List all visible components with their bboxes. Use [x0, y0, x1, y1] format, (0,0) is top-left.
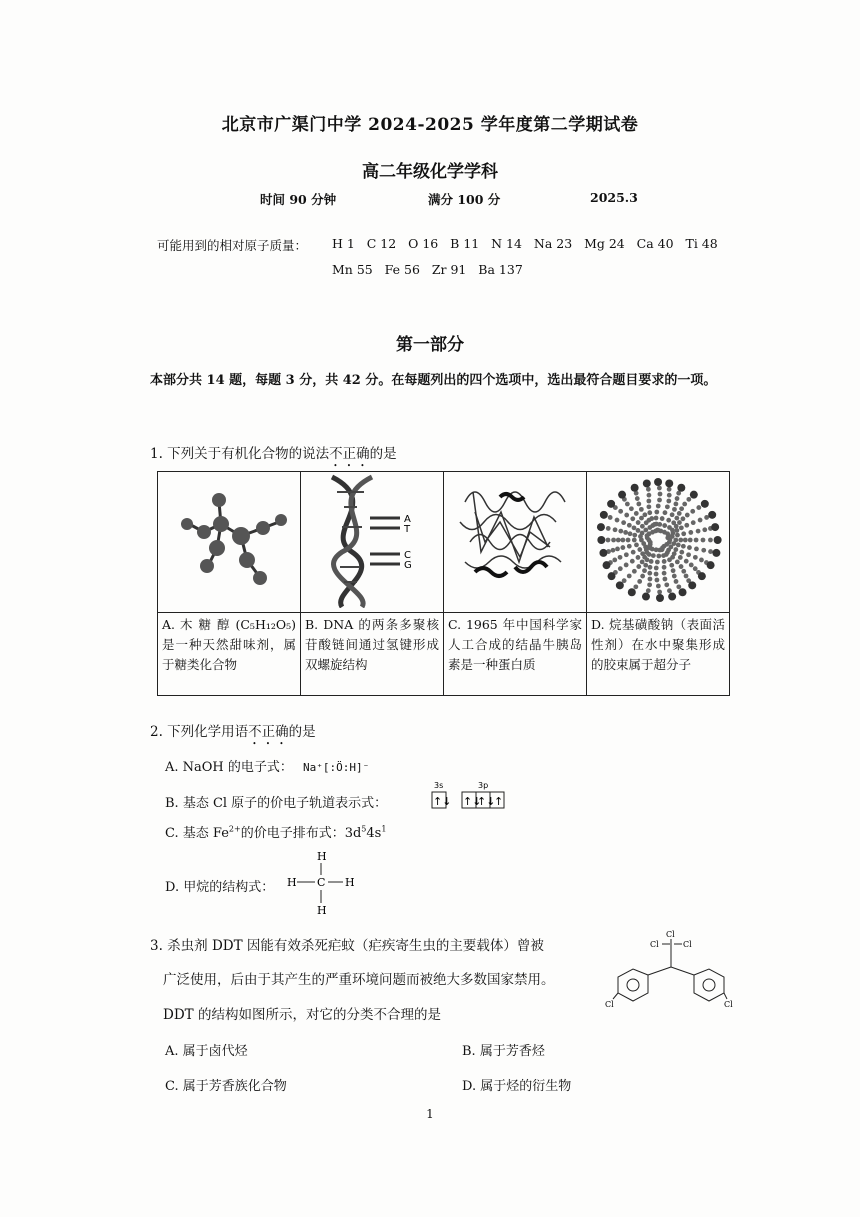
dna-label-t: T	[404, 524, 411, 535]
exam-score: 满分 100 分	[428, 192, 501, 207]
q2-option-c[interactable]	[165, 822, 386, 841]
q1-stem-emphasis: 不正确	[329, 446, 370, 462]
q3-stem-line2: 广泛使用，后由于其产生的严重环境问题而被绝大多数国家禁用。	[163, 972, 555, 988]
q1-stem	[150, 442, 397, 470]
q1-image-micelle	[587, 472, 730, 613]
naoh-electron-formula: Na⁺[:Ö:H]⁻	[303, 761, 370, 774]
exam-title: 北京市广渠门中学 2024-2025 学年度第二学期试卷	[221, 115, 639, 135]
q1-image-dna	[301, 472, 444, 613]
q1-stem-prefix: 1. 下列关于有机化合物的说法	[150, 446, 330, 462]
q2-option-d-label: D. 甲烷的结构式：	[165, 880, 275, 895]
ddt-structure	[600, 925, 745, 1017]
methane-h-bottom: H	[317, 904, 327, 917]
svg-text:↑: ↑	[494, 795, 504, 808]
page-number: 1	[426, 1107, 434, 1121]
q3-option-d[interactable]: D. 属于烃的衍生物	[462, 1079, 572, 1094]
orbital-3p-label: 3p	[478, 781, 489, 790]
q2-option-c-mid: 的价电子排布式：3d	[240, 826, 362, 841]
dna-label-c: C	[404, 550, 411, 561]
atomic-mass-line1: H 1 C 12 O 16 B 11 N 14 Na 23 Mg 24 Ca 40 Ti 48	[332, 236, 718, 251]
q1-image-xylitol	[158, 472, 301, 613]
ddt-cl-3: Cl	[683, 940, 692, 949]
q1-option-a[interactable]: A. 木 糖 醇 (C₅H₁₂O₅) 是一种天然甜味剂，属于糖类化合物	[158, 613, 301, 696]
q2-option-a[interactable]	[165, 756, 369, 775]
q3-stem-line3: DDT 的结构如图所示，对它的分类不合理的是	[163, 1007, 441, 1023]
svg-text:↑↓: ↑↓	[477, 795, 496, 808]
exam-date: 2025.3	[590, 190, 638, 205]
atomic-mass-label: 可能用到的相对原子质量：	[157, 238, 308, 253]
methane-h-left: H	[287, 876, 297, 889]
q1-option-b[interactable]: B. DNA 的两条多聚核苷酸链间通过氢键形成双螺旋结构	[301, 613, 444, 696]
xylitol-molecule-image	[159, 472, 299, 608]
q1-options-table	[157, 471, 730, 696]
svg-text:↑↓: ↑↓	[463, 795, 482, 808]
q2-option-c-prefix: C. 基态 Fe	[165, 826, 229, 841]
dna-helix-image	[302, 472, 442, 608]
q2-option-b-label: B. 基态 Cl 原子的价电子轨道表示式：	[165, 796, 388, 811]
methane-h-right: H	[345, 876, 355, 889]
q2-stem	[150, 720, 316, 748]
q2-option-d[interactable]	[165, 876, 274, 895]
q3-option-b[interactable]: B. 属于芳香烃	[462, 1044, 545, 1059]
q2-option-c-4s: 4s	[366, 826, 382, 841]
d-electrons: 5	[361, 824, 367, 834]
q1-image-insulin	[444, 472, 587, 613]
q3-option-a[interactable]: A. 属于卤代烃	[165, 1044, 248, 1059]
methane-c: C	[317, 876, 326, 889]
ddt-cl-2: Cl	[666, 930, 675, 939]
q3-option-c[interactable]: C. 属于芳香族化合物	[165, 1079, 287, 1094]
cl-orbital-diagram	[428, 780, 518, 812]
orbital-3s-label: 3s	[434, 781, 444, 790]
dna-label-g: G	[404, 560, 412, 571]
methane-h-top: H	[317, 850, 327, 863]
exam-time: 时间 90 分钟	[260, 192, 337, 207]
q3-stem-line1: 3. 杀虫剂 DDT 因能有效杀死疟蚊（疟疾寄生虫的主要载体）曾被	[150, 938, 544, 954]
micelle-image	[588, 472, 728, 608]
q1-option-d[interactable]: D. 烷基磺酸钠（表面活性剂）在水中聚集形成的胶束属于超分子	[587, 613, 730, 696]
svg-text:↑↓: ↑↓	[433, 795, 452, 808]
section-title: 第一部分	[396, 335, 464, 355]
s-electrons: 1	[381, 824, 387, 834]
exam-subtitle: 高二年级化学学科	[362, 162, 498, 182]
q1-stem-suffix: 的是	[369, 446, 397, 462]
ddt-cl-1: Cl	[650, 940, 659, 949]
q2-option-b[interactable]	[165, 792, 387, 811]
q2-stem-prefix: 2. 下列化学用语	[150, 724, 249, 740]
atomic-mass-line2: Mn 55 Fe 56 Zr 91 Ba 137	[332, 262, 523, 277]
fe-charge: 2+	[228, 824, 241, 834]
q2-option-a-label: A. NaOH 的电子式：	[165, 760, 293, 775]
insulin-protein-image	[445, 472, 585, 608]
ddt-cl-5: Cl	[724, 1000, 733, 1009]
ddt-cl-4: Cl	[605, 1000, 614, 1009]
q1-option-c[interactable]: C. 1965 年中国科学家人工合成的结晶牛胰岛素是一种蛋白质	[444, 613, 587, 696]
methane-structure	[285, 848, 357, 918]
dna-label-a: A	[404, 514, 411, 525]
section-instructions: 本部分共 14 题，每题 3 分，共 42 分。在每题列出的四个选项中，选出最符合题目要求的一项。	[150, 373, 717, 388]
q2-stem-suffix: 的是	[288, 724, 316, 740]
q2-stem-emphasis: 不正确	[248, 724, 289, 740]
